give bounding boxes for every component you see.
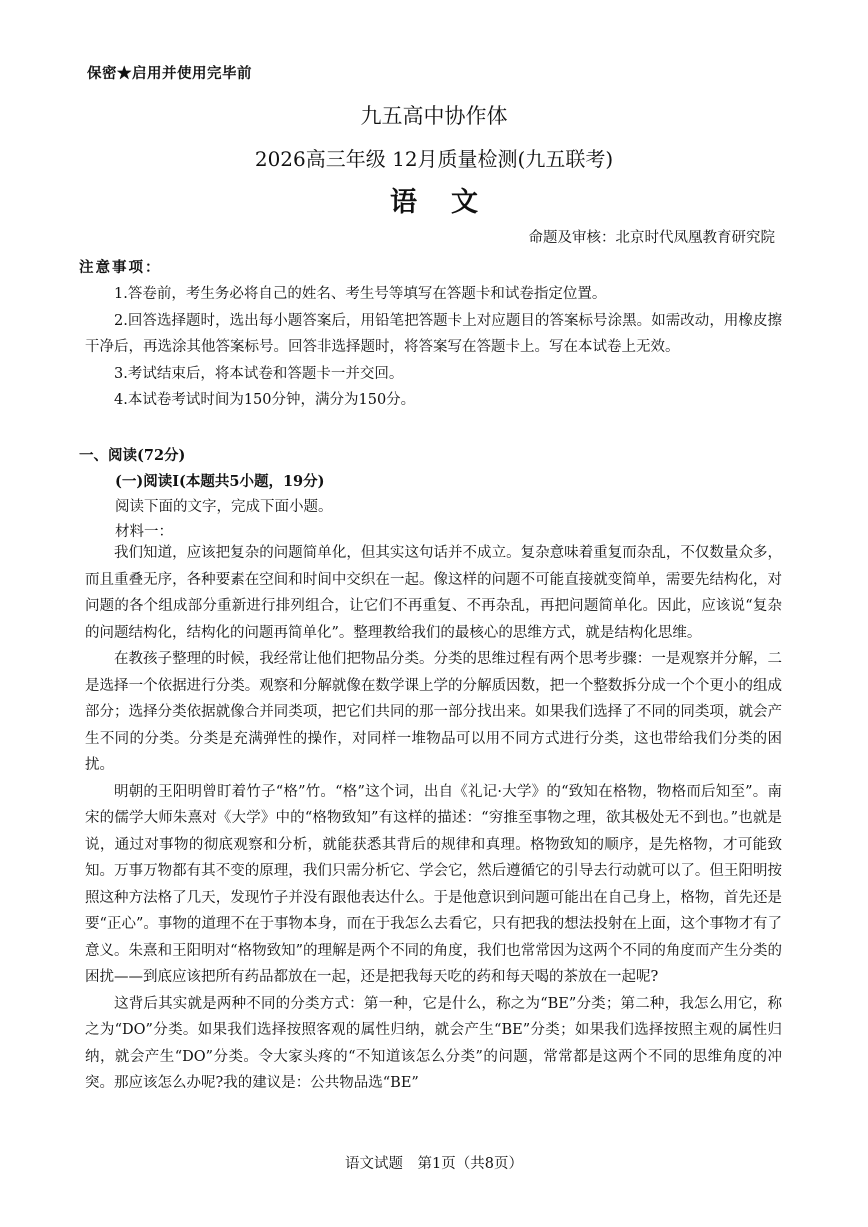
- notice-item: 2.回答选择题时，选出每小题答案后，用铅笔把答题卡上对应题目的答案标号涂黑。如需改动，用橡皮擦干净后，再选涂其他答案标号。回答非选择题时，将答案写在答题卡上。写在本试卷上无效。: [85, 312, 782, 355]
- organization-title: 九五高中协作体: [360, 104, 508, 128]
- passage-paragraph: 明朝的王阳明曾盯着竹子“格”竹。“格”这个词，出自《礼记·大学》的“致知在格物，物格而后知至”。南宋的儒学大师朱熹对《大学》中的“格物致知”有这样的描述：“穷推至事物之理，欲其极处无不到也。”也就是说，通过对事物的彻底观察和分析，就能获悉其背后的规律和真理。格物致知的顺序，是先格物，才可能致知。万事万物都有其不变的原理，我们只需分析它、学会它，然后遵循它的引导去行动就可以了。但王阳明按照这种方法格了几天，发现竹子并没有跟他表达什么。于是他意识到问题可能出在自己身上，格物，首先还是要“正心”。事物的道理不在于事物本身，而在于我怎么去看它，只有把我的想法投射在上面，这个事物才有了意义。朱熹和王阳明对“格物致知”的理解是两个不同的角度，我们也常常因为这两个不同的角度而产生分类的困扰——到底应该把所有药品都放在一起，还是把我每天吃的药和每天喝的茶放在一起呢?: [85, 783, 782, 985]
- reading-instruction: 阅读下面的文字，完成下面小题。: [115, 499, 333, 515]
- notice-item: 1.答卷前，考生务必将自己的姓名、考生号等填写在答题卡和试卷指定位置。: [114, 286, 607, 302]
- passage-paragraph: 我们知道，应该把复杂的问题简单化，但其实这句话并不成立。复杂意味着重复而杂乱，不仅数量众多，而且重叠无序，各种要素在空间和时间中交织在一起。像这样的问题不可能直接就变简单，需要先结构化，对问题的各个组成部分重新进行排列组合，让它们不再重复、不再杂乱，再把问题简单化。因此，应该说“复杂的问题结构化，结构化的问题再简单化”。整理教给我们的最核心的思维方式，就是结构化思维。: [85, 545, 782, 641]
- section-subheading: (一)阅读Ⅰ(本题共5小题，19分): [115, 473, 325, 490]
- exam-title: 2026高三年级 12月质量检测(九五联考): [254, 147, 614, 171]
- notice-list: [85, 281, 782, 414]
- subject-title: 语文: [390, 187, 512, 218]
- passage: [85, 540, 782, 1097]
- section-heading: 一、阅读(72分): [79, 447, 186, 464]
- author-line: 命题及审核：北京时代凤凰教育研究院: [528, 230, 775, 246]
- notice-item: 4.本试卷考试时间为150分钟，满分为150分。: [114, 392, 416, 408]
- page-footer: 语文试题 第1页（共8页）: [345, 1156, 523, 1172]
- passage-paragraph: 这背后其实就是两种不同的分类方式：第一种，它是什么，称之为“BE”分类；第二种，我怎么用它，称之为“DO”分类。如果我们选择按照客观的属性归纳，就会产生“BE”分类；如果我们选择按照主观的属性归纳，就会产生“DO”分类。令大家头疼的“不知道该怎么分类”的问题，常常都是这两个不同的思维角度的冲突。那应该怎么办呢?我的建议是：公共物品选“BE”: [85, 995, 782, 1091]
- secret-notice: 保密★启用并使用完毕前: [87, 65, 252, 82]
- passage-paragraph: 在教孩子整理的时候，我经常让他们把物品分类。分类的思维过程有两个思考步骤：一是观察并分解，二是选择一个依据进行分类。观察和分解就像在数学课上学的分解质因数，把一个整数拆分成一个个更小的组成部分；选择分类依据就像合并同类项，把它们共同的那一部分找出来。如果我们选择了不同的同类项，就会产生不同的分类。分类是充满弹性的操作，对同样一堆物品可以用不同方式进行分类，这也带给我们分类的困扰。: [85, 651, 782, 773]
- material-label: 材料一：: [115, 524, 173, 540]
- notice-heading: 注意事项：: [79, 259, 162, 276]
- notice-item: 3.考试结束后，将本试卷和答题卡一并交回。: [114, 365, 404, 382]
